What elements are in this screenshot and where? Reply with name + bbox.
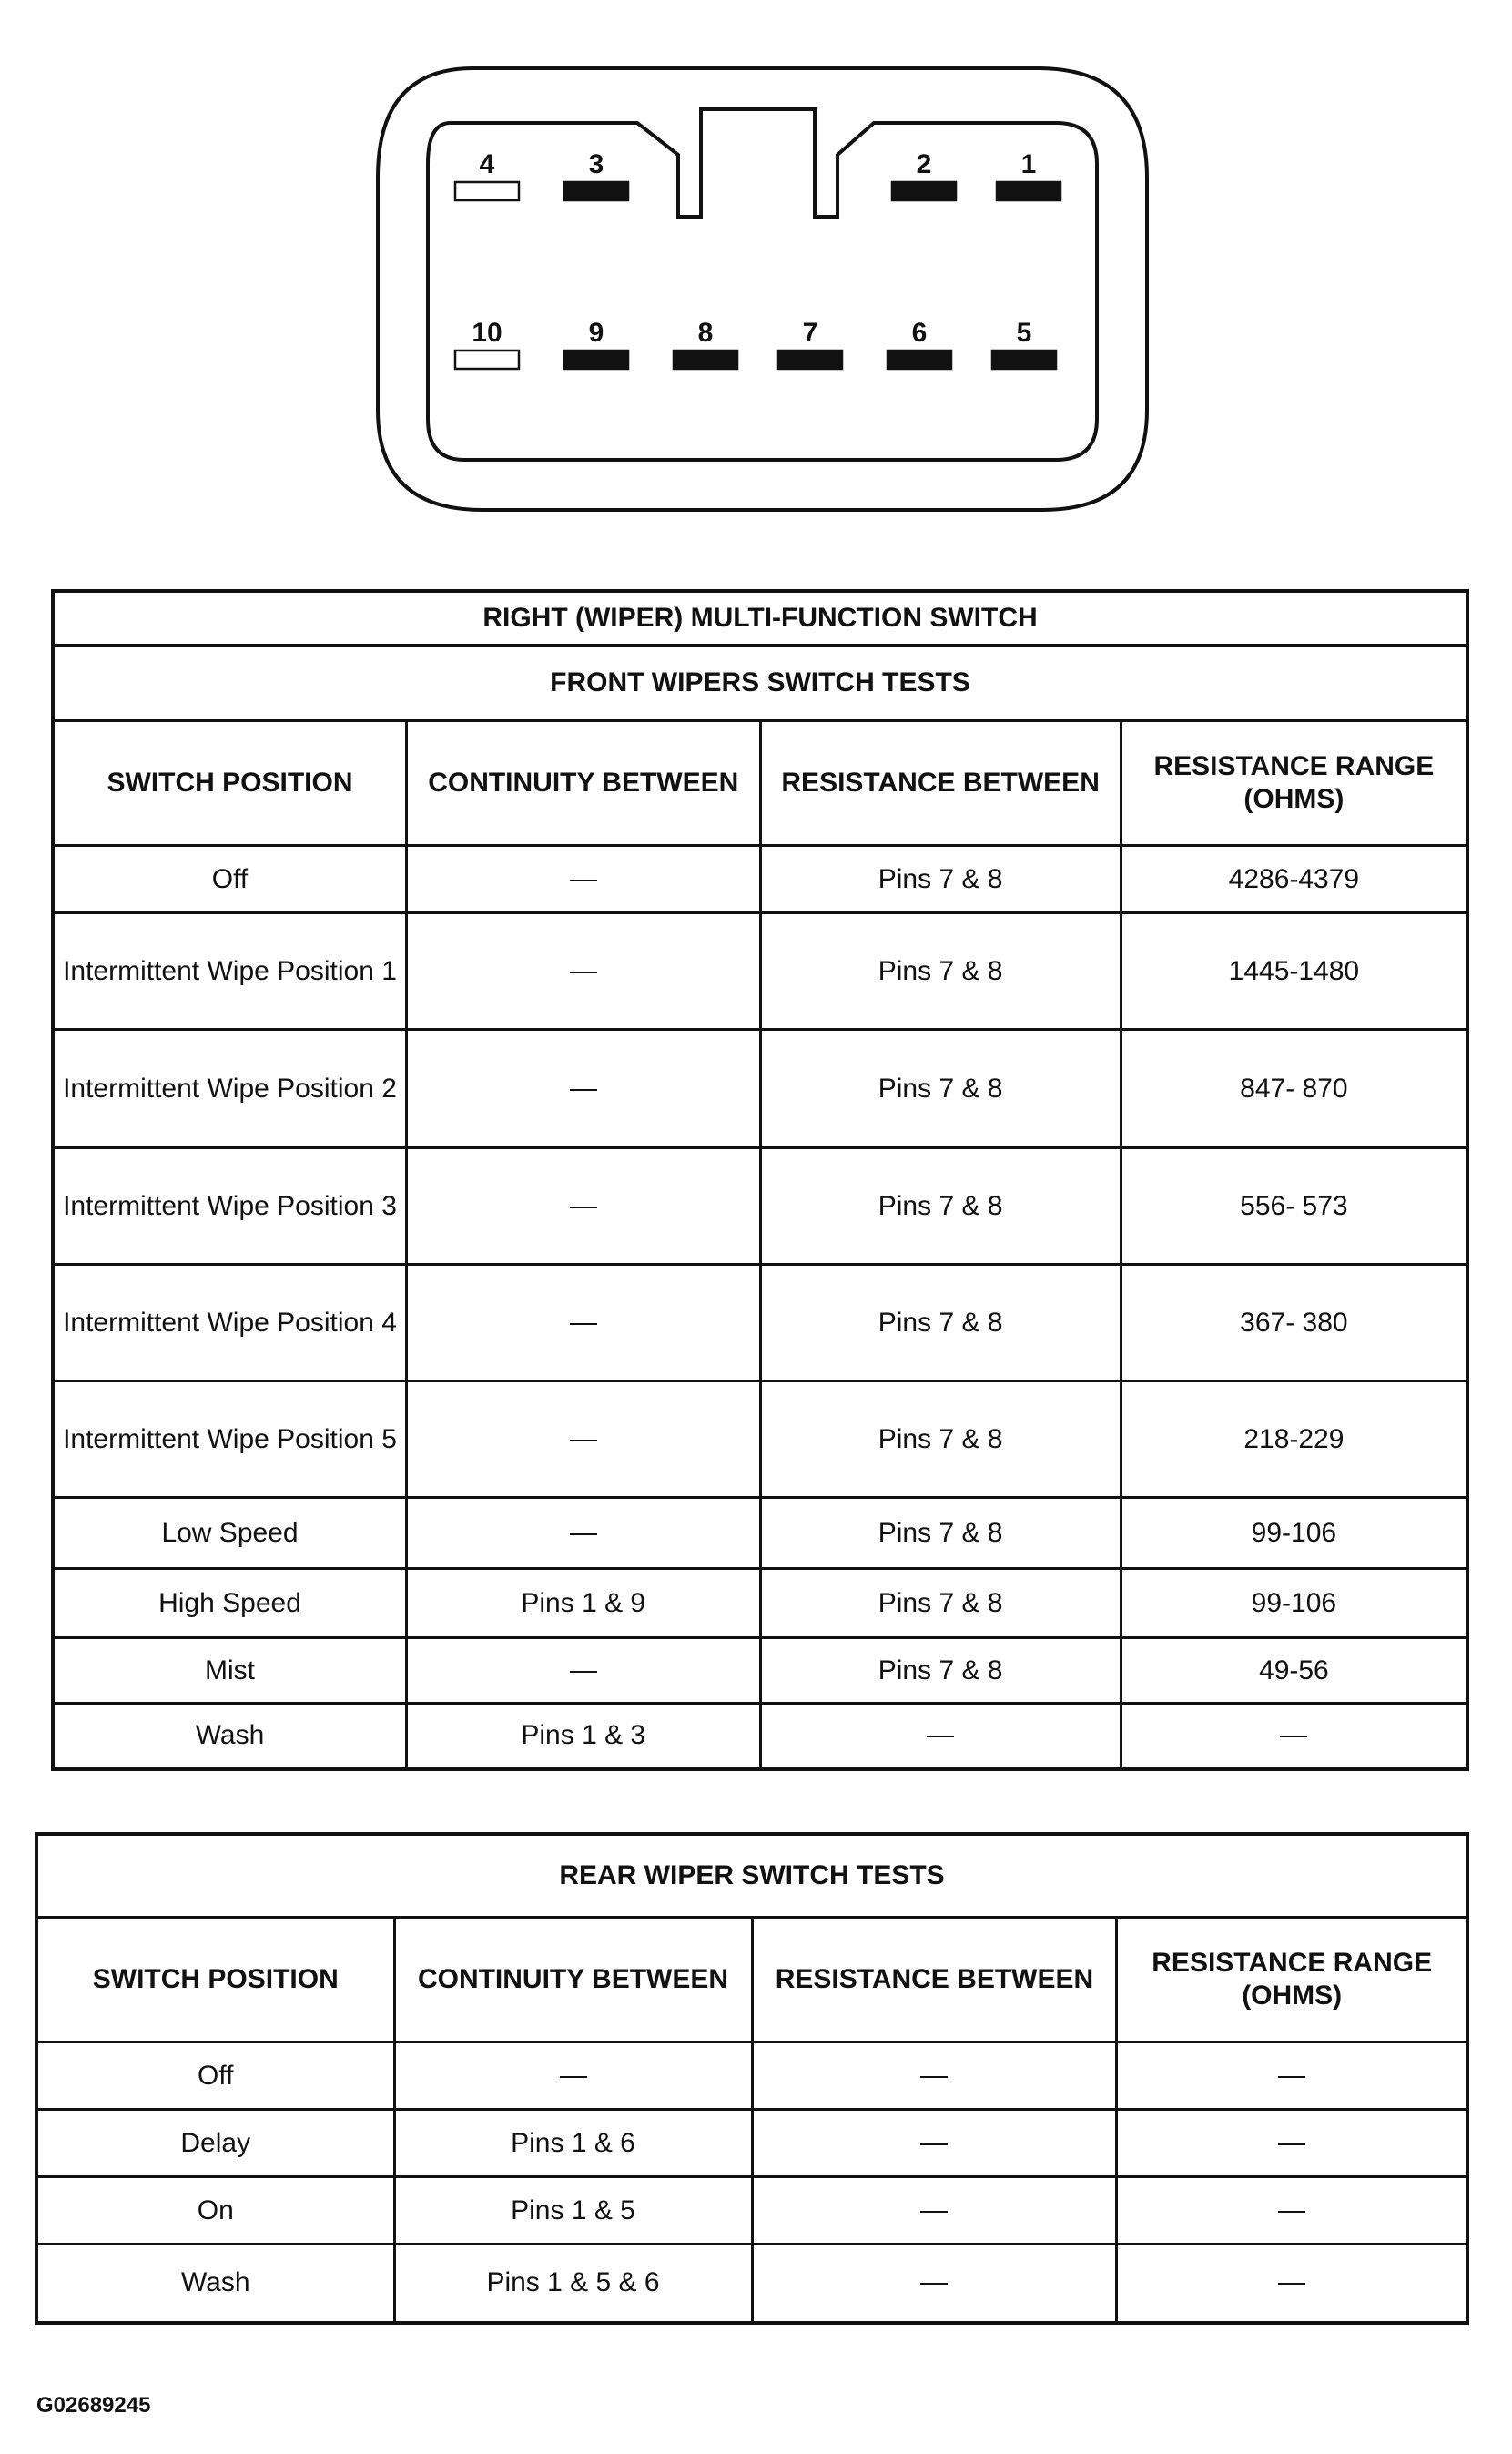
dash-mark: [927, 1736, 954, 1737]
dash-mark: [1280, 1736, 1307, 1737]
column-header: RESISTANCE BETWEEN: [760, 721, 1121, 846]
table-cell: Pins 7 & 8: [760, 1381, 1121, 1498]
table-cell: Pins 7 & 8: [760, 1638, 1121, 1704]
dash-mark: [570, 880, 597, 881]
table-cell: Wash: [53, 1704, 407, 1769]
pin-label: 6: [911, 318, 928, 348]
table-cell: Delay: [36, 2110, 394, 2177]
table-cell: 367- 380: [1121, 1265, 1467, 1381]
table-cell: Pins 7 & 8: [760, 1569, 1121, 1638]
connector-pin: [888, 318, 951, 369]
table-cell: Pins 7 & 8: [760, 1030, 1121, 1148]
table-cell: [752, 2110, 1117, 2177]
table-cell: Intermittent Wipe Position 2: [53, 1030, 407, 1148]
pin-label: 8: [697, 318, 714, 348]
table-cell: [1117, 2177, 1467, 2245]
table-cell: 847- 870: [1121, 1030, 1467, 1148]
table-cell: [1117, 2042, 1467, 2110]
pin-label: 7: [802, 318, 818, 348]
table-row: [53, 1030, 1467, 1148]
connector-pin: [674, 318, 737, 369]
connector-pin: [892, 149, 956, 200]
pin-label: 3: [588, 149, 604, 179]
pin-terminal: [455, 182, 519, 200]
table-cell: 49-56: [1121, 1638, 1467, 1704]
dash-mark: [570, 1089, 597, 1091]
dash-mark: [570, 1671, 597, 1673]
pin-terminal: [888, 351, 951, 369]
table-cell: [407, 1498, 761, 1569]
table-row: [53, 1638, 1467, 1704]
table-cell: [1117, 2110, 1467, 2177]
dash-mark: [1278, 2211, 1305, 2213]
table-cell: [407, 1638, 761, 1704]
table-cell: Intermittent Wipe Position 5: [53, 1381, 407, 1498]
table-cell: [407, 1265, 761, 1381]
table-cell: Intermittent Wipe Position 4: [53, 1265, 407, 1381]
dash-mark: [1278, 2283, 1305, 2285]
dash-mark: [920, 2076, 948, 2078]
pin-terminal: [778, 351, 842, 369]
table-cell: On: [36, 2177, 394, 2245]
dash-mark: [570, 1207, 597, 1208]
connector-pin: [455, 149, 519, 200]
connector-pin: [564, 318, 628, 369]
pin-label: 9: [588, 318, 604, 348]
table-cell: [752, 2245, 1117, 2323]
connector-diagram: [364, 55, 1165, 528]
table-cell: Off: [36, 2042, 394, 2110]
table-row: [53, 1265, 1467, 1381]
pin-terminal: [892, 182, 956, 200]
front-wipers-table: [51, 589, 1469, 1771]
table-cell: 99-106: [1121, 1569, 1467, 1638]
table-cell: [1121, 1704, 1467, 1769]
table-subtitle: FRONT WIPERS SWITCH TESTS: [53, 646, 1467, 721]
table-cell: Pins 1 & 6: [394, 2110, 752, 2177]
table-cell: [752, 2177, 1117, 2245]
table-cell: [394, 2042, 752, 2110]
table-title: RIGHT (WIPER) MULTI-FUNCTION SWITCH: [53, 591, 1467, 646]
table-cell: Pins 7 & 8: [760, 1265, 1121, 1381]
table-cell: [407, 1381, 761, 1498]
column-header: CONTINUITY BETWEEN: [407, 721, 761, 846]
dash-mark: [920, 2211, 948, 2213]
table-cell: Pins 1 & 5 & 6: [394, 2245, 752, 2323]
table-cell: Off: [53, 846, 407, 913]
rear-table-body: [36, 2042, 1467, 2323]
connector-inner-shell: [428, 109, 1097, 460]
column-header: RESISTANCE RANGE (OHMS): [1121, 721, 1467, 846]
table-row: [53, 1569, 1467, 1638]
table-cell: Pins 7 & 8: [760, 846, 1121, 913]
table-row: [36, 2177, 1467, 2245]
table-cell: 99-106: [1121, 1498, 1467, 1569]
connector-pin: [992, 318, 1056, 369]
dash-mark: [920, 2143, 948, 2145]
table-row: [53, 1498, 1467, 1569]
table-cell: Intermittent Wipe Position 3: [53, 1148, 407, 1265]
dash-mark: [570, 1440, 597, 1441]
front-table-body: [53, 846, 1467, 1769]
pin-label: 5: [1016, 318, 1032, 348]
table-cell: Intermittent Wipe Position 1: [53, 913, 407, 1030]
table-cell: Pins 7 & 8: [760, 1498, 1121, 1569]
table-cell: 218-229: [1121, 1381, 1467, 1498]
table-row: [36, 2110, 1467, 2177]
column-header: RESISTANCE BETWEEN: [752, 1918, 1117, 2042]
pin-terminal: [455, 351, 519, 369]
table-row: [53, 1381, 1467, 1498]
column-header: SWITCH POSITION: [36, 1918, 394, 2042]
column-header: RESISTANCE RANGE (OHMS): [1117, 1918, 1467, 2042]
table-cell: Mist: [53, 1638, 407, 1704]
rear-wiper-table: [35, 1832, 1469, 2325]
dash-mark: [920, 2283, 948, 2285]
dash-mark: [560, 2076, 587, 2078]
table-row: [53, 913, 1467, 1030]
connector-pin: [778, 318, 842, 369]
table-cell: [760, 1704, 1121, 1769]
table-cell: 4286-4379: [1121, 846, 1467, 913]
pin-terminal: [992, 351, 1056, 369]
dash-mark: [1278, 2143, 1305, 2145]
column-header: SWITCH POSITION: [53, 721, 407, 846]
table-cell: [407, 1148, 761, 1265]
table-row: [53, 1704, 1467, 1769]
table-row: [53, 1148, 1467, 1265]
dash-mark: [570, 1323, 597, 1325]
dash-mark: [1278, 2076, 1305, 2078]
pin-label: 2: [916, 149, 932, 179]
table-row: [36, 2245, 1467, 2323]
pin-label: 1: [1020, 149, 1037, 179]
table-cell: Pins 1 & 9: [407, 1569, 761, 1638]
table-row: [53, 846, 1467, 913]
pin-terminal: [564, 351, 628, 369]
pin-terminal: [564, 182, 628, 200]
table-row: [36, 2042, 1467, 2110]
column-header: CONTINUITY BETWEEN: [394, 1918, 752, 2042]
pin-terminal: [674, 351, 737, 369]
table-cell: [752, 2042, 1117, 2110]
dash-mark: [570, 1533, 597, 1535]
table-cell: [1117, 2245, 1467, 2323]
connector-pin: [997, 149, 1060, 200]
connector-pin: [455, 318, 519, 369]
table-cell: Pins 7 & 8: [760, 913, 1121, 1030]
table-cell: 556- 573: [1121, 1148, 1467, 1265]
table-cell: 1445-1480: [1121, 913, 1467, 1030]
table-cell: Pins 7 & 8: [760, 1148, 1121, 1265]
table-cell: High Speed: [53, 1569, 407, 1638]
table-cell: Pins 1 & 3: [407, 1704, 761, 1769]
connector-pin: [564, 149, 628, 200]
table-cell: [407, 913, 761, 1030]
dash-mark: [570, 972, 597, 973]
pin-terminal: [997, 182, 1060, 200]
table-cell: Pins 1 & 5: [394, 2177, 752, 2245]
figure-id: G02689245: [36, 2393, 151, 2418]
table-subtitle: REAR WIPER SWITCH TESTS: [36, 1834, 1467, 1918]
table-cell: [407, 1030, 761, 1148]
pin-label: 10: [472, 318, 502, 348]
pin-label: 4: [479, 149, 495, 179]
table-cell: [407, 846, 761, 913]
connector-outer-shell: [378, 68, 1147, 510]
table-cell: Low Speed: [53, 1498, 407, 1569]
table-cell: Wash: [36, 2245, 394, 2323]
